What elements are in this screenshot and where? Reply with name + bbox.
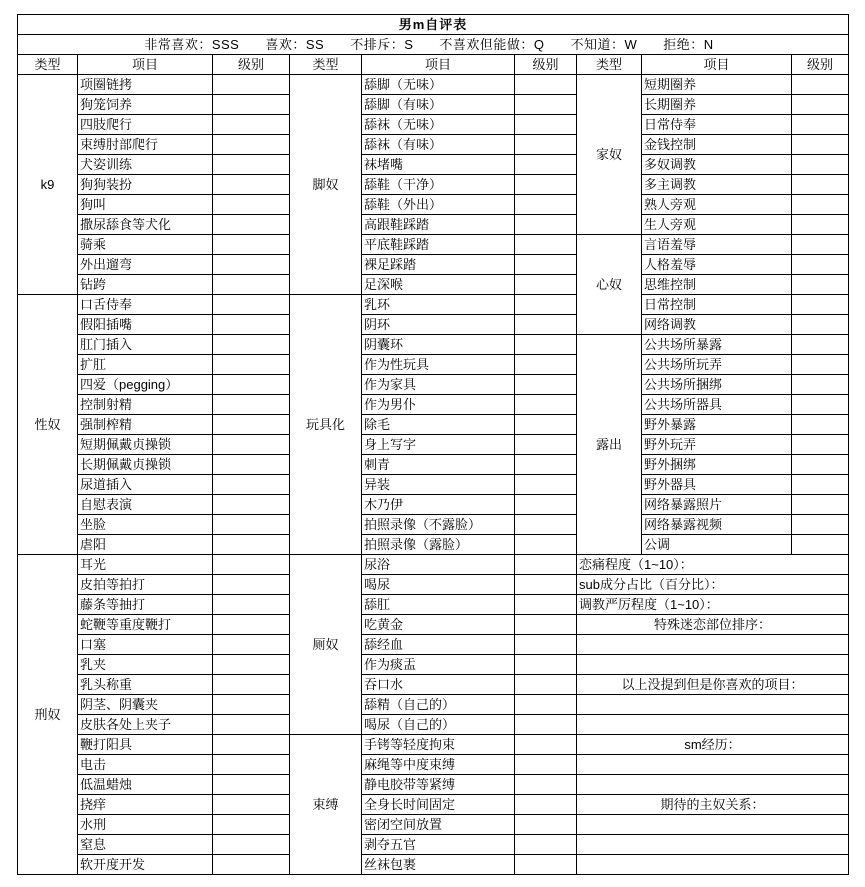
level-input-cell[interactable]	[515, 195, 577, 215]
level-input-cell[interactable]	[792, 115, 849, 135]
level-input-cell[interactable]	[792, 515, 849, 535]
level-input-cell[interactable]	[213, 535, 290, 555]
category-label: 心奴	[577, 235, 642, 335]
item-label: 袜堵嘴	[362, 155, 515, 175]
header-level: 级别	[792, 55, 849, 75]
item-label: 作为家具	[362, 375, 515, 395]
table-row	[18, 175, 849, 195]
legend-item: 喜欢：SS	[265, 37, 325, 52]
level-input-cell[interactable]	[792, 175, 849, 195]
category-label: 脚奴	[290, 75, 362, 295]
category-label: 刑奴	[18, 555, 78, 875]
header-type: 类型	[290, 55, 362, 75]
item-label: 皮拍等拍打	[78, 575, 213, 595]
item-label: 除毛	[362, 415, 515, 435]
category-label: 束缚	[290, 735, 362, 875]
level-input-cell[interactable]	[213, 255, 290, 275]
item-label: 短期圈养	[642, 75, 792, 95]
legend-item: 不排斥：S	[350, 37, 414, 52]
item-label: 短期佩戴贞操锁	[78, 435, 213, 455]
level-input-cell[interactable]	[792, 215, 849, 235]
level-input-cell[interactable]	[515, 75, 577, 95]
item-label: 金钱控制	[642, 135, 792, 155]
level-input-cell[interactable]	[792, 135, 849, 155]
item-label: 静电胶带等紧缚	[362, 775, 515, 795]
item-label: 舔精（自己的）	[362, 695, 515, 715]
level-input-cell[interactable]	[515, 115, 577, 135]
item-label: 外出遛弯	[78, 255, 213, 275]
item-label: 思维控制	[642, 275, 792, 295]
item-label: 尿浴	[362, 555, 515, 575]
item-label: 公共场所玩弄	[642, 355, 792, 375]
header-item: 项目	[642, 55, 792, 75]
item-label: 作为性玩具	[362, 355, 515, 375]
item-label: 乳环	[362, 295, 515, 315]
legend-item: 拒绝：N	[663, 37, 714, 52]
item-label: 公调	[642, 535, 792, 555]
item-label: 全身长时间固定	[362, 795, 515, 815]
item-label: 足深喉	[362, 275, 515, 295]
answer-input-cell[interactable]	[577, 635, 849, 655]
table-row	[18, 635, 849, 655]
table-row	[18, 515, 849, 535]
item-label: 乳夹	[78, 655, 213, 675]
level-input-cell[interactable]	[515, 375, 577, 395]
level-input-cell[interactable]	[213, 115, 290, 135]
level-input-cell[interactable]	[792, 495, 849, 515]
question-label: 恋痛程度（1~10）：	[577, 555, 849, 575]
item-label: 木乃伊	[362, 495, 515, 515]
legend	[18, 35, 849, 55]
item-label: 熟人旁观	[642, 195, 792, 215]
answer-input-cell[interactable]	[577, 695, 849, 715]
level-input-cell[interactable]	[213, 775, 290, 795]
item-label: 尿道插入	[78, 475, 213, 495]
item-label: 公共场所器具	[642, 395, 792, 415]
header-type: 类型	[577, 55, 642, 75]
level-input-cell[interactable]	[792, 95, 849, 115]
item-label: 麻绳等中度束缚	[362, 755, 515, 775]
item-label: 束缚肘部爬行	[78, 135, 213, 155]
level-input-cell[interactable]	[515, 175, 577, 195]
table-row	[18, 655, 849, 675]
table-row	[18, 155, 849, 175]
level-input-cell[interactable]	[515, 415, 577, 435]
item-label: 舔袜（有味）	[362, 135, 515, 155]
item-label: 乳头称重	[78, 675, 213, 695]
table-row	[18, 415, 849, 435]
item-label: 藤条等抽打	[78, 595, 213, 615]
table-row	[18, 115, 849, 135]
level-input-cell[interactable]	[515, 135, 577, 155]
level-input-cell[interactable]	[213, 675, 290, 695]
level-input-cell[interactable]	[213, 415, 290, 435]
level-input-cell[interactable]	[515, 595, 577, 615]
question-label: 以上没提到但是你喜欢的项目：	[577, 675, 849, 695]
item-label: 拍照录像（不露脸）	[362, 515, 515, 535]
item-label: 网络暴露视频	[642, 515, 792, 535]
column-header-row	[18, 55, 849, 75]
level-input-cell[interactable]	[792, 535, 849, 555]
item-label: 口舌侍奉	[78, 295, 213, 315]
level-input-cell[interactable]	[515, 815, 577, 835]
category-label: 玩具化	[290, 295, 362, 555]
category-label: 露出	[577, 335, 642, 555]
answer-input-cell[interactable]	[577, 715, 849, 735]
level-input-cell[interactable]	[515, 255, 577, 275]
level-input-cell[interactable]	[515, 275, 577, 295]
item-label: 舔脚（有味）	[362, 95, 515, 115]
item-label: 日常控制	[642, 295, 792, 315]
title-row	[18, 15, 849, 35]
level-input-cell[interactable]	[213, 595, 290, 615]
item-label: 舔经血	[362, 635, 515, 655]
level-input-cell[interactable]	[515, 575, 577, 595]
level-input-cell[interactable]	[792, 195, 849, 215]
table-row	[18, 855, 849, 875]
item-label: 多主调教	[642, 175, 792, 195]
table-row	[18, 715, 849, 735]
legend-item: 非常喜欢：SSS	[144, 37, 240, 52]
item-label: 长期圈养	[642, 95, 792, 115]
table-row	[18, 535, 849, 555]
item-label: 骑乘	[78, 235, 213, 255]
table-row	[18, 335, 849, 355]
level-input-cell[interactable]	[792, 155, 849, 175]
level-input-cell[interactable]	[213, 175, 290, 195]
level-input-cell[interactable]	[792, 235, 849, 255]
item-label: 拍照录像（露脸）	[362, 535, 515, 555]
level-input-cell[interactable]	[515, 215, 577, 235]
table-row	[18, 395, 849, 415]
answer-input-cell[interactable]	[577, 775, 849, 795]
item-label: 舔鞋（外出）	[362, 195, 515, 215]
table-row	[18, 555, 849, 575]
level-input-cell[interactable]	[515, 655, 577, 675]
item-label: 阴囊环	[362, 335, 515, 355]
level-input-cell[interactable]	[213, 335, 290, 355]
header-level: 级别	[515, 55, 577, 75]
table-row	[18, 595, 849, 615]
table-row	[18, 675, 849, 695]
table-row	[18, 455, 849, 475]
item-label: 犬姿训练	[78, 155, 213, 175]
level-input-cell[interactable]	[213, 455, 290, 475]
item-label: 网络调教	[642, 315, 792, 335]
item-label: 野外暴露	[642, 415, 792, 435]
level-input-cell[interactable]	[213, 695, 290, 715]
item-label: 网络暴露照片	[642, 495, 792, 515]
item-label: 人格羞辱	[642, 255, 792, 275]
item-label: 蛇鞭等重度鞭打	[78, 615, 213, 635]
item-label: 平底鞋踩踏	[362, 235, 515, 255]
level-input-cell[interactable]	[515, 535, 577, 555]
item-label: 狗叫	[78, 195, 213, 215]
item-label: 水刑	[78, 815, 213, 835]
level-input-cell[interactable]	[213, 395, 290, 415]
item-label: 皮肤各处上夹子	[78, 715, 213, 735]
level-input-cell[interactable]	[515, 515, 577, 535]
level-input-cell[interactable]	[515, 355, 577, 375]
item-label: 公共场所捆绑	[642, 375, 792, 395]
item-label: 生人旁观	[642, 215, 792, 235]
question-label: 调教严厉程度（1~10）：	[577, 595, 849, 615]
level-input-cell[interactable]	[213, 195, 290, 215]
item-label: 舔鞋（干净）	[362, 175, 515, 195]
item-label: 钻跨	[78, 275, 213, 295]
level-input-cell[interactable]	[213, 835, 290, 855]
item-label: 假阳插嘴	[78, 315, 213, 335]
level-input-cell[interactable]	[213, 495, 290, 515]
table-row	[18, 355, 849, 375]
table-row	[18, 435, 849, 455]
level-input-cell[interactable]	[792, 415, 849, 435]
table-row	[18, 775, 849, 795]
level-input-cell[interactable]	[515, 715, 577, 735]
page-title: 男m自评表	[18, 15, 849, 35]
level-input-cell[interactable]	[792, 255, 849, 275]
item-label: 裸足踩踏	[362, 255, 515, 275]
table-row	[18, 75, 849, 95]
level-input-cell[interactable]	[213, 215, 290, 235]
category-label: 厕奴	[290, 555, 362, 735]
item-label: 窒息	[78, 835, 213, 855]
level-input-cell[interactable]	[792, 395, 849, 415]
legend-row	[18, 35, 849, 55]
level-input-cell[interactable]	[515, 435, 577, 455]
answer-input-cell[interactable]	[577, 835, 849, 855]
item-label: 作为痰盂	[362, 655, 515, 675]
item-label: 狗笼饲养	[78, 95, 213, 115]
question-label: 期待的主奴关系：	[577, 795, 849, 815]
level-input-cell[interactable]	[515, 555, 577, 575]
level-input-cell[interactable]	[213, 355, 290, 375]
item-label: 吞口水	[362, 675, 515, 695]
item-label: 刺青	[362, 455, 515, 475]
level-input-cell[interactable]	[213, 815, 290, 835]
level-input-cell[interactable]	[515, 755, 577, 775]
level-input-cell[interactable]	[515, 635, 577, 655]
item-label: 肛门插入	[78, 335, 213, 355]
item-label: 强制榨精	[78, 415, 213, 435]
level-input-cell[interactable]	[792, 275, 849, 295]
item-label: 挠痒	[78, 795, 213, 815]
table-row	[18, 755, 849, 775]
item-label: 鞭打阳具	[78, 735, 213, 755]
level-input-cell[interactable]	[515, 455, 577, 475]
level-input-cell[interactable]	[213, 555, 290, 575]
table-row	[18, 135, 849, 155]
item-label: 密闭空间放置	[362, 815, 515, 835]
legend-item: 不知道：W	[570, 37, 638, 52]
level-input-cell[interactable]	[792, 375, 849, 395]
item-label: 长期佩戴贞操锁	[78, 455, 213, 475]
level-input-cell[interactable]	[792, 295, 849, 315]
level-input-cell[interactable]	[515, 835, 577, 855]
item-label: 自慰表演	[78, 495, 213, 515]
level-input-cell[interactable]	[515, 475, 577, 495]
item-label: 吃黄金	[362, 615, 515, 635]
table-row	[18, 215, 849, 235]
table-row	[18, 615, 849, 635]
table-row	[18, 475, 849, 495]
level-input-cell[interactable]	[792, 475, 849, 495]
table-row	[18, 95, 849, 115]
level-input-cell[interactable]	[213, 235, 290, 255]
level-input-cell[interactable]	[213, 155, 290, 175]
item-label: 身上写字	[362, 435, 515, 455]
item-label: 日常侍奉	[642, 115, 792, 135]
level-input-cell[interactable]	[792, 75, 849, 95]
item-label: 舔肛	[362, 595, 515, 615]
level-input-cell[interactable]	[515, 615, 577, 635]
table-row	[18, 835, 849, 855]
item-label: 口塞	[78, 635, 213, 655]
level-input-cell[interactable]	[792, 455, 849, 475]
level-input-cell[interactable]	[515, 775, 577, 795]
question-label: sm经历：	[577, 735, 849, 755]
item-label: 野外器具	[642, 475, 792, 495]
header-type: 类型	[18, 55, 78, 75]
answer-input-cell[interactable]	[577, 815, 849, 835]
item-label: 舔脚（无味）	[362, 75, 515, 95]
table-row	[18, 575, 849, 595]
item-label: 阴茎、阴囊夹	[78, 695, 213, 715]
header-level: 级别	[213, 55, 290, 75]
level-input-cell[interactable]	[213, 655, 290, 675]
item-label: 多奴调教	[642, 155, 792, 175]
level-input-cell[interactable]	[213, 275, 290, 295]
level-input-cell[interactable]	[515, 315, 577, 335]
item-label: 高跟鞋踩踏	[362, 215, 515, 235]
item-label: 扩肛	[78, 355, 213, 375]
table-row	[18, 255, 849, 275]
level-input-cell[interactable]	[213, 635, 290, 655]
question-label: 特殊迷恋部位排序：	[577, 615, 849, 635]
header-item: 项目	[362, 55, 515, 75]
header-item: 项目	[78, 55, 213, 75]
item-label: 低温蜡烛	[78, 775, 213, 795]
item-label: 作为男仆	[362, 395, 515, 415]
item-label: 异装	[362, 475, 515, 495]
level-input-cell[interactable]	[213, 295, 290, 315]
level-input-cell[interactable]	[213, 375, 290, 395]
answer-input-cell[interactable]	[577, 855, 849, 875]
item-label: 项圈链拷	[78, 75, 213, 95]
level-input-cell[interactable]	[792, 335, 849, 355]
item-label: 电击	[78, 755, 213, 775]
item-label: 喝尿（自己的）	[362, 715, 515, 735]
level-input-cell[interactable]	[213, 575, 290, 595]
table-row	[18, 375, 849, 395]
level-input-cell[interactable]	[213, 615, 290, 635]
level-input-cell[interactable]	[792, 355, 849, 375]
item-label: 四肢爬行	[78, 115, 213, 135]
level-input-cell[interactable]	[213, 755, 290, 775]
level-input-cell[interactable]	[792, 315, 849, 335]
level-input-cell[interactable]	[213, 315, 290, 335]
item-label: 控制射精	[78, 395, 213, 415]
level-input-cell[interactable]	[515, 695, 577, 715]
table-row	[18, 315, 849, 335]
level-input-cell[interactable]	[515, 335, 577, 355]
item-label: 手铐等轻度拘束	[362, 735, 515, 755]
level-input-cell[interactable]	[515, 235, 577, 255]
level-input-cell[interactable]	[213, 75, 290, 95]
level-input-cell[interactable]	[213, 715, 290, 735]
table-row	[18, 235, 849, 255]
level-input-cell[interactable]	[515, 155, 577, 175]
item-label: 喝尿	[362, 575, 515, 595]
item-label: 撒尿舔食等犬化	[78, 215, 213, 235]
item-label: 坐脸	[78, 515, 213, 535]
table-row	[18, 275, 849, 295]
table-row	[18, 815, 849, 835]
item-label: 四爱（pegging）	[78, 375, 213, 395]
table-row	[18, 735, 849, 755]
level-input-cell[interactable]	[515, 855, 577, 875]
level-input-cell[interactable]	[213, 435, 290, 455]
answer-input-cell[interactable]	[577, 755, 849, 775]
table-row	[18, 695, 849, 715]
legend-item: 不喜欢但能做：Q	[439, 37, 545, 52]
question-label: sub成分占比（百分比）：	[577, 575, 849, 595]
table-row	[18, 195, 849, 215]
table-row	[18, 795, 849, 815]
level-input-cell[interactable]	[515, 735, 577, 755]
level-input-cell[interactable]	[213, 135, 290, 155]
level-input-cell[interactable]	[515, 95, 577, 115]
item-label: 耳光	[78, 555, 213, 575]
level-input-cell[interactable]	[213, 735, 290, 755]
level-input-cell[interactable]	[515, 795, 577, 815]
item-label: 虐阳	[78, 535, 213, 555]
category-label: k9	[18, 75, 78, 295]
self-assessment-table	[17, 14, 849, 875]
item-label: 野外捆绑	[642, 455, 792, 475]
item-label: 剥夺五官	[362, 835, 515, 855]
item-label: 舔袜（无味）	[362, 115, 515, 135]
item-label: 丝袜包裹	[362, 855, 515, 875]
table-row	[18, 495, 849, 515]
item-label: 公共场所暴露	[642, 335, 792, 355]
level-input-cell[interactable]	[213, 795, 290, 815]
level-input-cell[interactable]	[515, 295, 577, 315]
answer-input-cell[interactable]	[577, 655, 849, 675]
level-input-cell[interactable]	[515, 495, 577, 515]
level-input-cell[interactable]	[213, 95, 290, 115]
level-input-cell[interactable]	[515, 675, 577, 695]
item-label: 野外玩弄	[642, 435, 792, 455]
level-input-cell[interactable]	[213, 855, 290, 875]
item-label: 狗狗装扮	[78, 175, 213, 195]
category-label: 家奴	[577, 75, 642, 235]
level-input-cell[interactable]	[213, 515, 290, 535]
level-input-cell[interactable]	[515, 395, 577, 415]
item-label: 言语羞辱	[642, 235, 792, 255]
item-label: 软开度开发	[78, 855, 213, 875]
item-label: 阴环	[362, 315, 515, 335]
level-input-cell[interactable]	[792, 435, 849, 455]
table-row	[18, 295, 849, 315]
category-label: 性奴	[18, 295, 78, 555]
level-input-cell[interactable]	[213, 475, 290, 495]
